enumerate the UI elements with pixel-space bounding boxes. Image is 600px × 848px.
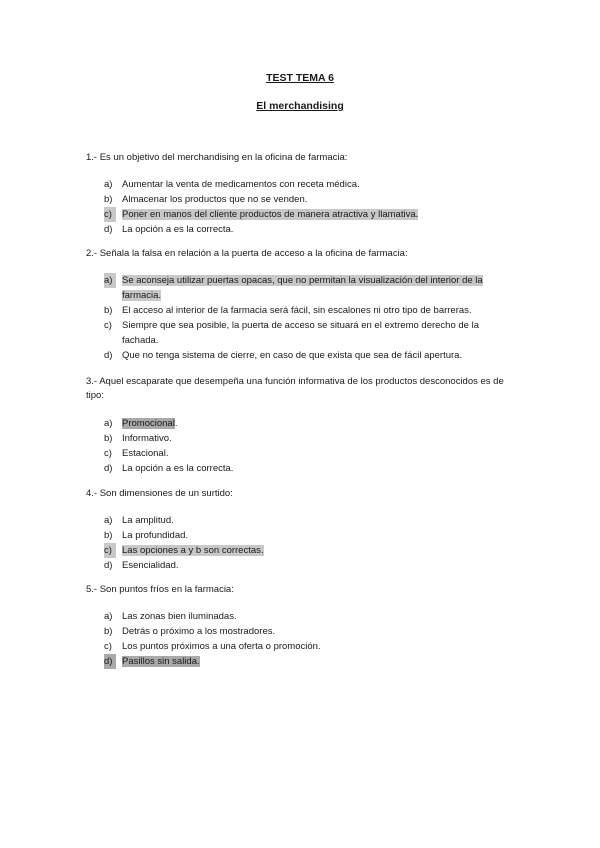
options-question-3 <box>104 416 514 476</box>
option-text: El acceso al interior de la farmacia será fácil, sin escalones ni otro tipo de barreras. <box>122 305 472 316</box>
option-1c-highlighted <box>104 207 514 222</box>
option-2a-highlighted <box>104 273 514 303</box>
option-letter: a) <box>104 611 113 622</box>
option-letter: b) <box>104 305 113 316</box>
option-text: La opción a es la correcta. <box>122 224 234 235</box>
option-letter: d) <box>104 463 113 474</box>
question-2: 2.- Señala la falsa en relación a la puerta de acceso a la oficina de farmacia: <box>86 248 408 259</box>
options-question-1 <box>104 177 514 237</box>
option-2c <box>104 318 514 348</box>
option-text-suffix: . <box>174 418 178 429</box>
option-letter: b) <box>104 626 113 637</box>
question-3: 3.- Aquel escaparate que desempeña una función informativa de los productos desconocidos es de tipo: <box>86 376 504 401</box>
option-letter: a) <box>104 418 113 429</box>
option-4c-highlighted <box>104 543 514 558</box>
options-question-5 <box>104 609 514 669</box>
option-letter: d) <box>104 560 113 571</box>
option-5b <box>104 624 514 639</box>
option-letter: a) <box>104 273 116 288</box>
option-letter: c) <box>104 320 112 331</box>
option-1d <box>104 222 514 237</box>
question-4: 4.- Son dimensiones de un surtido: <box>86 488 233 499</box>
option-text: Los puntos próximos a una oferta o promoción. <box>122 641 321 652</box>
option-2b <box>104 303 514 318</box>
option-letter: a) <box>104 515 113 526</box>
page-title: TEST TEMA 6 <box>266 72 334 84</box>
option-3b <box>104 431 514 446</box>
option-1b <box>104 192 514 207</box>
option-letter: d) <box>104 654 116 669</box>
option-letter: a) <box>104 179 113 190</box>
options-question-4 <box>104 513 514 573</box>
option-text: Que no tenga sistema de cierre, en caso de que exista que sea de fácil apertura. <box>122 350 463 361</box>
option-text: Informativo. <box>122 433 172 444</box>
option-letter: c) <box>104 543 116 558</box>
option-text-highlighted: Se aconseja utilizar puertas opacas, que no permitan la visualización del interior de la farmacia. <box>122 275 483 301</box>
option-4a <box>104 513 514 528</box>
question-5: 5.- Son puntos fríos en la farmacia: <box>86 584 234 595</box>
option-text: La profundidad. <box>122 530 189 541</box>
option-4b <box>104 528 514 543</box>
option-letter: d) <box>104 350 113 361</box>
option-text: Almacenar los productos que no se venden. <box>122 194 308 205</box>
option-5d-highlighted <box>104 654 514 669</box>
option-letter: b) <box>104 194 113 205</box>
option-text: Esencialidad. <box>122 560 179 571</box>
option-3a-highlighted <box>104 416 514 431</box>
option-text: La opción a es la correcta. <box>122 463 234 474</box>
option-3d <box>104 461 514 476</box>
option-text: La amplitud. <box>122 515 174 526</box>
question-1: 1.- Es un objetivo del merchandising en la oficina de farmacia: <box>86 152 348 163</box>
option-letter: c) <box>104 448 112 459</box>
option-letter: d) <box>104 224 113 235</box>
option-4d <box>104 558 514 573</box>
option-3c <box>104 446 514 461</box>
option-letter: b) <box>104 530 113 541</box>
option-text: Siempre que sea posible, la puerta de acceso se situará en el extremo derecho de la fachada. <box>122 320 479 346</box>
options-question-2 <box>104 273 514 363</box>
option-text-highlighted: Pasillos sin salida. <box>122 656 200 667</box>
option-text-highlighted: Las opciones a y b son correctas. <box>122 545 264 556</box>
option-5a <box>104 609 514 624</box>
option-letter: b) <box>104 433 113 444</box>
option-5c <box>104 639 514 654</box>
page-subtitle: El merchandising <box>256 100 344 112</box>
option-text: Aumentar la venta de medicamentos con receta médica. <box>122 179 360 190</box>
option-1a <box>104 177 514 192</box>
option-text: Detrás o próximo a los mostradores. <box>122 626 276 637</box>
option-text-highlighted: Poner en manos del cliente productos de manera atractiva y llamativa. <box>122 209 419 220</box>
option-text: Estacional. <box>122 448 169 459</box>
option-letter: c) <box>104 207 116 222</box>
option-letter: c) <box>104 641 112 652</box>
option-text: Las zonas bien iluminadas. <box>122 611 237 622</box>
option-2d <box>104 348 514 363</box>
option-text-highlighted: Promocional <box>122 418 175 429</box>
